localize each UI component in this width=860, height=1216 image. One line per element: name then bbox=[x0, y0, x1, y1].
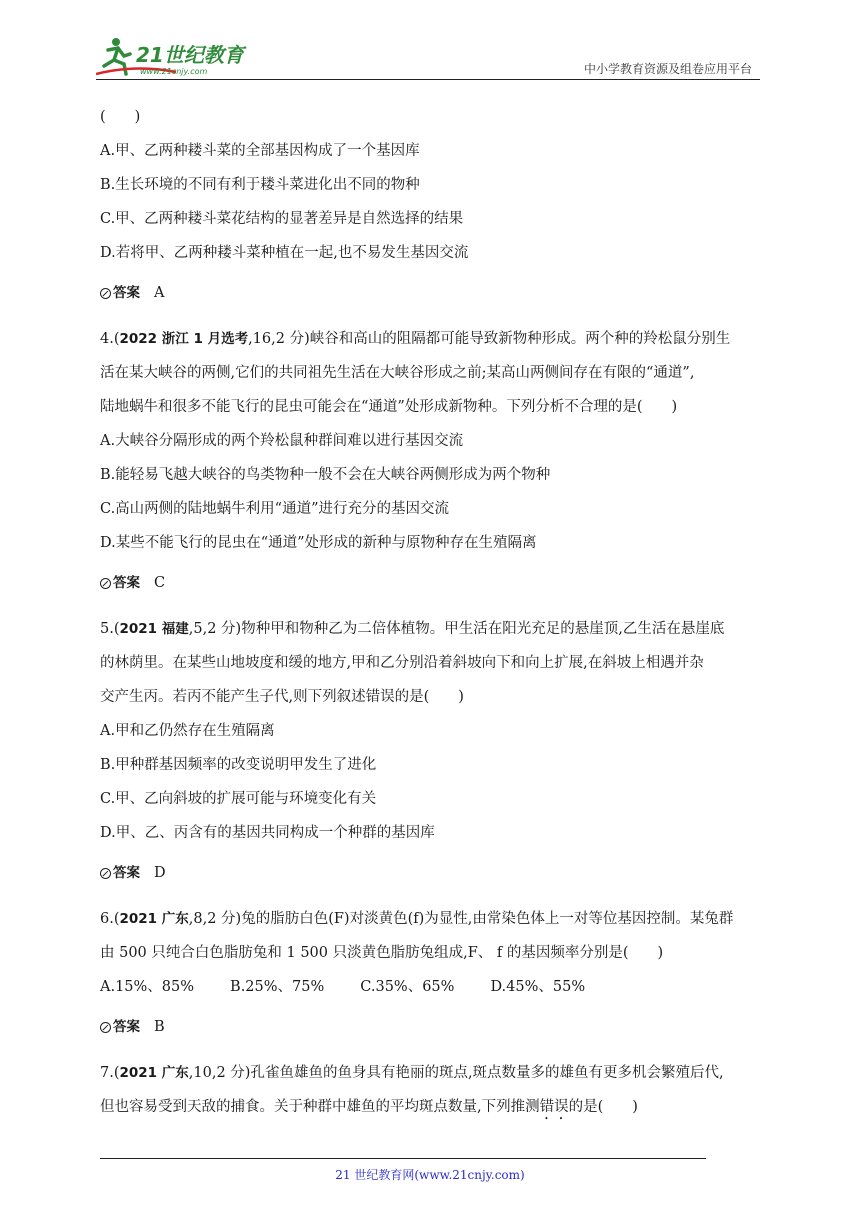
question-5-line: 交产生丙。若丙不能产生子代,则下列叙述错误的是( ) bbox=[100, 689, 464, 705]
option-b: B.能轻易飞越大峡谷的鸟类物种一般不会在大峡谷两侧形成为两个物种 bbox=[100, 467, 551, 483]
document-body bbox=[100, 100, 770, 1124]
answer-value: C bbox=[154, 575, 166, 591]
answer-row bbox=[100, 566, 770, 600]
answer-check-icon bbox=[100, 868, 111, 879]
question-source: 2021 广东 bbox=[119, 1065, 189, 1081]
answer-check-icon bbox=[100, 1022, 111, 1033]
option-a: A.大峡谷分隔形成的两个羚松鼠种群间难以进行基因交流 bbox=[100, 433, 464, 449]
answer-value: A bbox=[154, 285, 165, 301]
option-d: D.45%、55% bbox=[490, 979, 586, 995]
answer-value: D bbox=[154, 865, 166, 881]
option-a: A.15%、85% bbox=[100, 979, 195, 995]
svg-text:21世纪教育: 21世纪教育 bbox=[136, 43, 244, 67]
option-c: C.甲、乙两种耧斗菜花结构的显著差异是自然选择的结果 bbox=[100, 211, 464, 227]
option-c: C.35%、65% bbox=[360, 979, 455, 995]
emphasis-text: 错误 bbox=[539, 1099, 569, 1115]
answer-row bbox=[100, 276, 770, 310]
site-logo bbox=[96, 34, 266, 80]
question-4-line: 活在某大峡谷的两侧,它们的共同祖先生活在大峡谷形成之前;某高山两侧间存在有限的“通道”, bbox=[100, 365, 695, 381]
question-6-options bbox=[100, 970, 770, 1004]
answer-row bbox=[100, 1010, 770, 1044]
question-7-line: 但也容易受到天敌的捕食。关于种群中雄鱼的平均斑点数量,下列推测错误的是( ) bbox=[100, 1099, 638, 1115]
option-b: B.甲种群基因频率的改变说明甲发生了进化 bbox=[100, 757, 377, 773]
answer-value: B bbox=[154, 1019, 165, 1035]
answer-check-icon bbox=[100, 288, 111, 299]
option-a: A.甲、乙两种耧斗菜的全部基因构成了一个基因库 bbox=[100, 143, 420, 159]
question-6-stem: 6.(2021 广东,8,2 分)兔的脂肪白色(F)对淡黄色(f)为显性,由常染色体上一对等位基因控制。某兔群 bbox=[100, 911, 734, 927]
question-5-stem: 5.(2021 福建,5,2 分)物种甲和物种乙为二倍体植物。甲生活在阳光充足的悬崖顶,乙生活在悬崖底 bbox=[100, 621, 725, 637]
option-d: D.甲、乙、丙含有的基因共同构成一个种群的基因库 bbox=[100, 825, 435, 841]
footer-divider bbox=[100, 1158, 706, 1159]
question-source: 2021 福建 bbox=[119, 621, 189, 637]
platform-name: 中小学教育资源及组卷应用平台 bbox=[583, 62, 752, 76]
question-5-line: 的林荫里。在某些山地坡度和缓的地方,甲和乙分别沿着斜坡向下和向上扩展,在斜坡上相遇并杂 bbox=[100, 655, 704, 671]
answer-check-icon bbox=[100, 578, 111, 589]
answer-label: 答案 bbox=[113, 575, 140, 591]
option-c: C.甲、乙向斜坡的扩展可能与环境变化有关 bbox=[100, 791, 377, 807]
page-header bbox=[96, 34, 758, 80]
question-source: 2022 浙江 1 月选考 bbox=[119, 331, 249, 347]
question-6-line: 由 500 只纯合白色脂肪兔和 1 500 只淡黄色脂肪兔组成,F、 f 的基因频率分别是( ) bbox=[100, 945, 664, 961]
option-b: B.25%、75% bbox=[230, 979, 325, 995]
answer-label: 答案 bbox=[113, 865, 140, 881]
question-4-line: 陆地蜗牛和很多不能飞行的昆虫可能会在“通道”处形成新物种。下列分析不合理的是( ) bbox=[100, 399, 678, 415]
option-c: C.高山两侧的陆地蜗牛利用“通道”进行充分的基因交流 bbox=[100, 501, 450, 517]
svg-text:www.21cnjy.com: www.21cnjy.com bbox=[140, 67, 208, 76]
question-source: 2021 广东 bbox=[119, 911, 189, 927]
footer-text: 21 世纪教育网(www.21cnjy.com) bbox=[335, 1168, 525, 1182]
answer-row bbox=[100, 856, 770, 890]
header-divider bbox=[96, 79, 760, 80]
option-d: D.若将甲、乙两种耧斗菜种植在一起,也不易发生基因交流 bbox=[100, 245, 469, 261]
top-paren: ( ) bbox=[100, 109, 141, 125]
answer-label: 答案 bbox=[113, 285, 140, 301]
question-7-stem: 7.(2021 广东,10,2 分)孔雀鱼雄鱼的鱼身具有艳丽的斑点,斑点数量多的雄鱼有更多机会繁殖后代, bbox=[100, 1065, 724, 1081]
option-b: B.生长环境的不同有利于耧斗菜进化出不同的物种 bbox=[100, 177, 420, 193]
question-4-stem: 4.(2022 浙江 1 月选考,16,2 分)峡谷和高山的阻隔都可能导致新物种形成。两个种的羚松鼠分别生 bbox=[100, 331, 731, 347]
answer-label: 答案 bbox=[113, 1019, 140, 1035]
option-d: D.某些不能飞行的昆虫在“通道”处形成的新种与原物种存在生殖隔离 bbox=[100, 535, 537, 551]
option-a: A.甲和乙仍然存在生殖隔离 bbox=[100, 723, 275, 739]
